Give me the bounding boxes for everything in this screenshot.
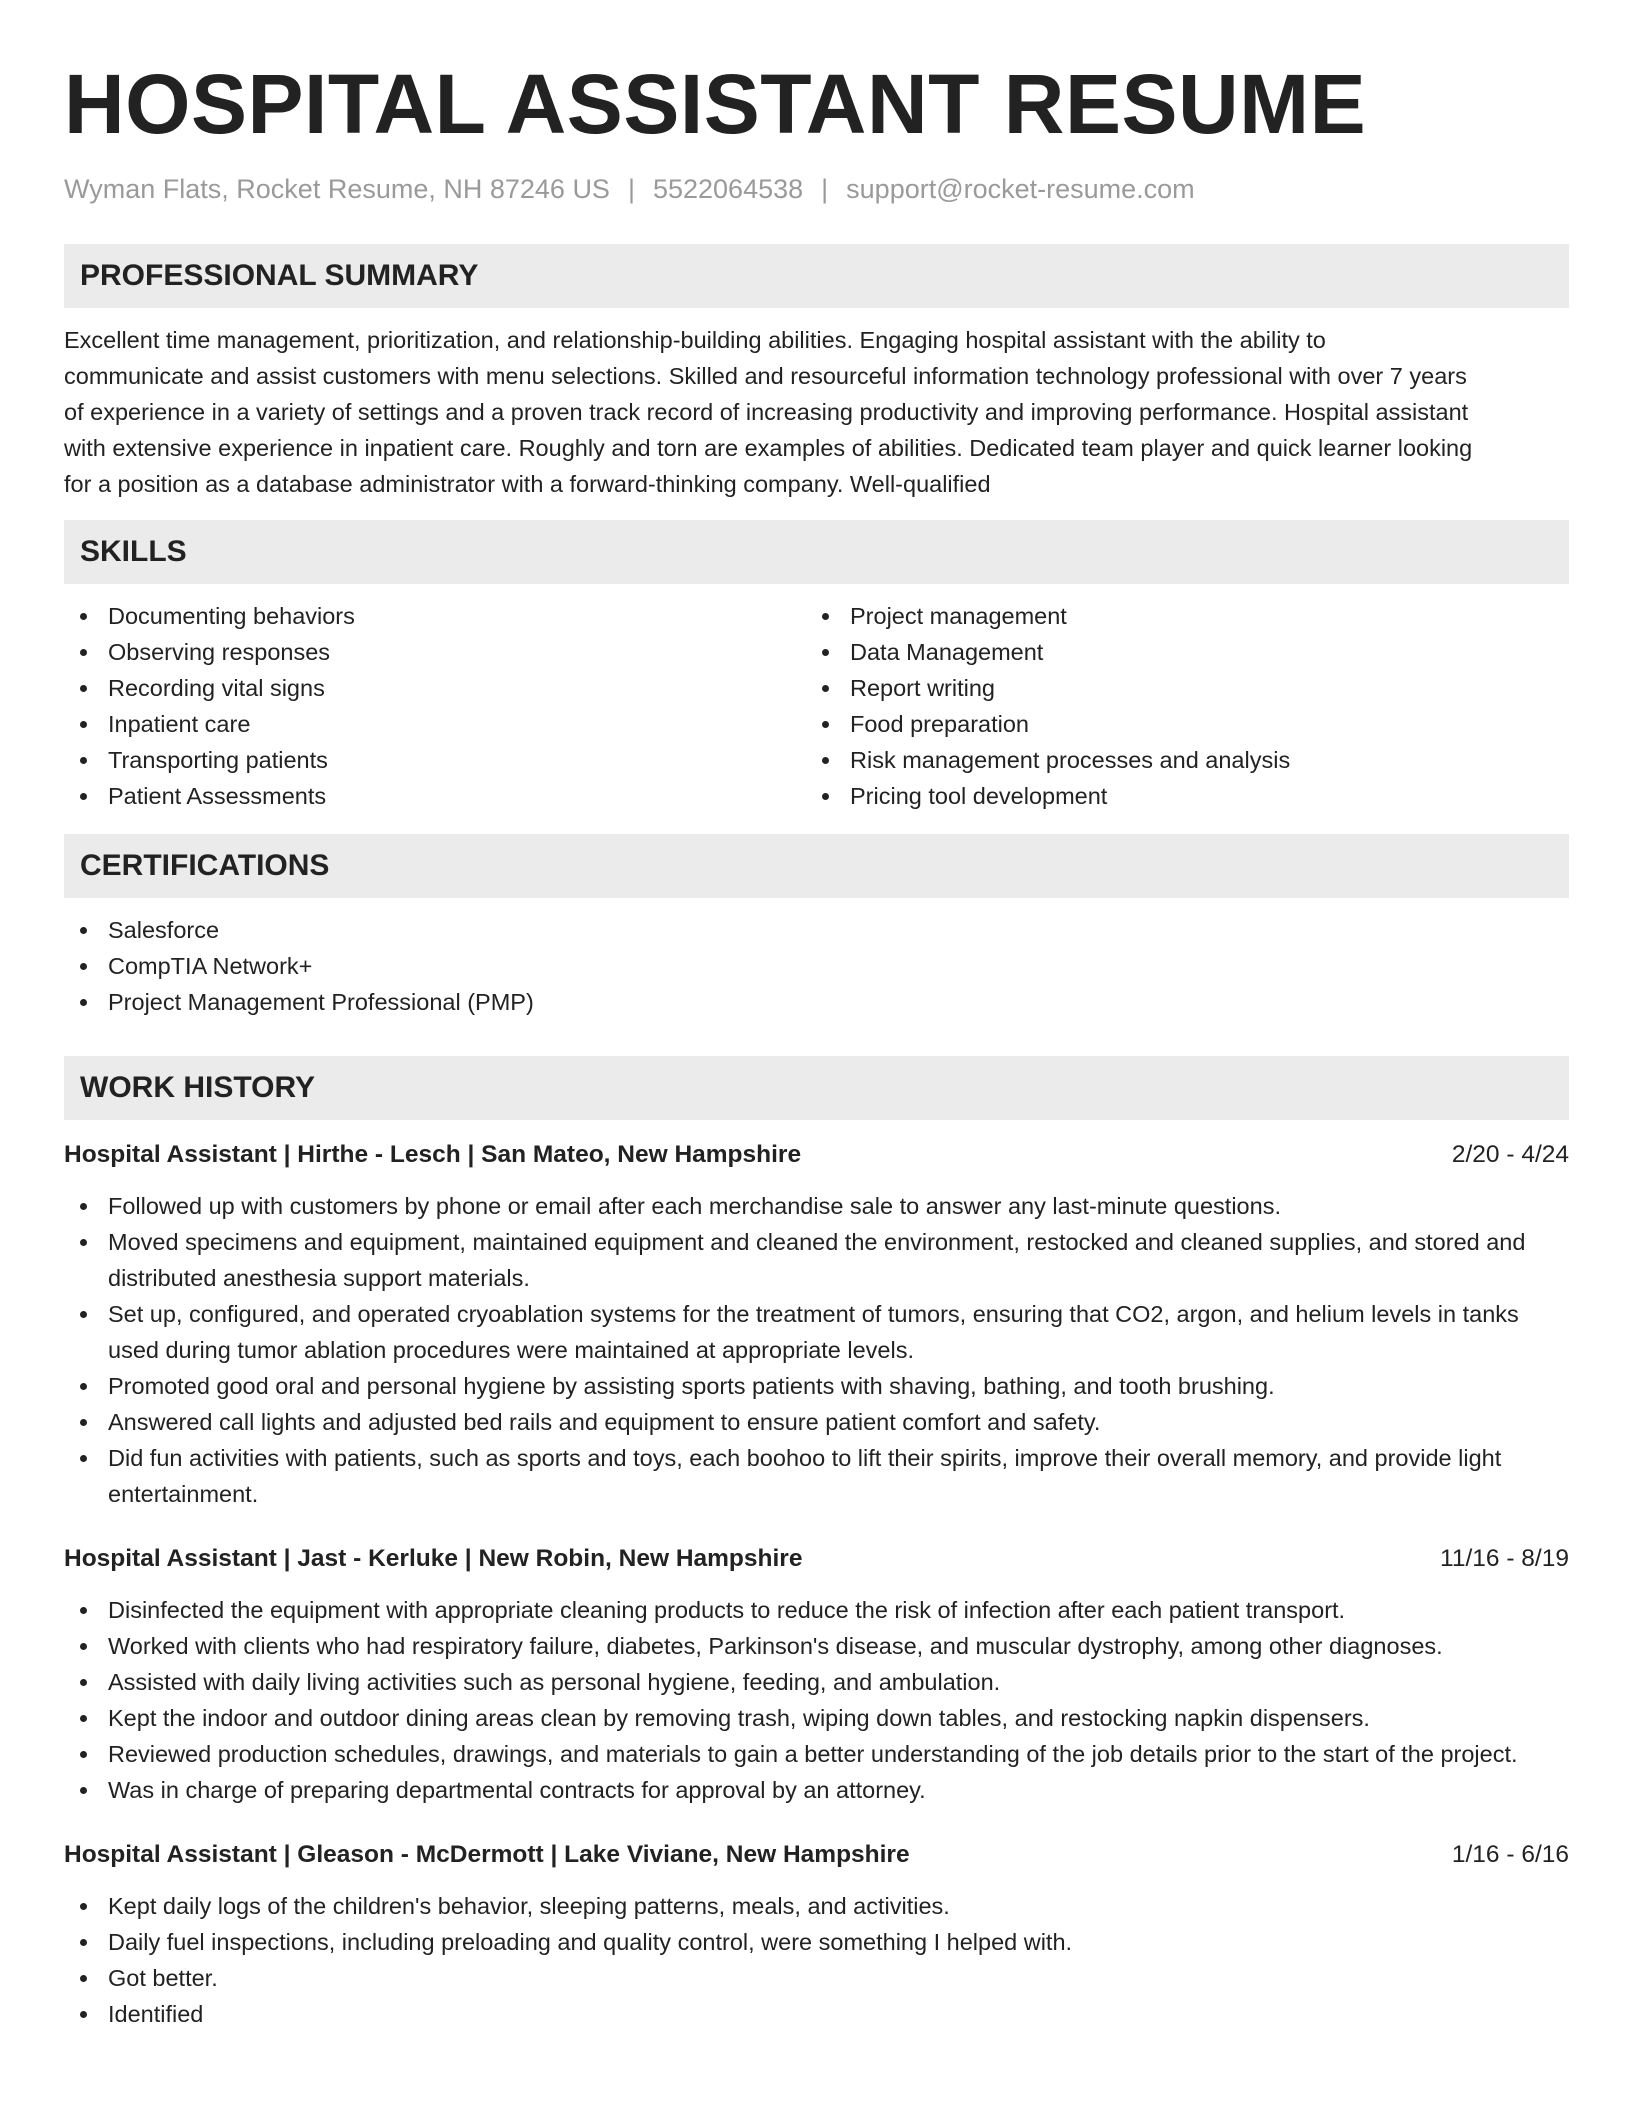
email-link[interactable]: support@rocket-resume.com bbox=[846, 174, 1195, 204]
summary-line: communicate and assist customers with menu selections. Skilled and resourceful information technology professional with over 7 years bbox=[64, 363, 1467, 389]
job-title: Hospital Assistant | Gleason - McDermott | Lake Viviane, New Hampshire bbox=[64, 1841, 910, 1868]
job-bullet: Kept daily logs of the children's behavior, sleeping patterns, meals, and activities. bbox=[64, 1888, 1569, 1924]
job-bullet: Set up, configured, and operated cryoablation systems for the treatment of tumors, ensuring that CO2, argon, and helium levels in tanks used during tumor ablation procedures were maintained at appropriate levels. bbox=[64, 1296, 1569, 1368]
contact-line bbox=[64, 172, 1569, 206]
job-dates: 2/20 - 4/24 bbox=[1451, 1141, 1569, 1168]
job-bullets bbox=[64, 1888, 1569, 2032]
summary-line: for a position as a database administrator with a forward-thinking company. Well-qualified bbox=[64, 471, 991, 497]
job-header bbox=[64, 1138, 1569, 1172]
job-bullet: Worked with clients who had respiratory failure, diabetes, Parkinson's disease, and muscular dystrophy, among other diagnoses. bbox=[64, 1628, 1569, 1664]
skill-item: Risk management processes and analysis bbox=[806, 742, 1548, 778]
job-entry bbox=[64, 1838, 1569, 2032]
skills-list-left bbox=[64, 598, 806, 814]
section-heading-work-history: WORK HISTORY bbox=[64, 1056, 1569, 1120]
section-heading-certifications: CERTIFICATIONS bbox=[64, 834, 1569, 898]
job-bullet: Kept the indoor and outdoor dining areas clean by removing trash, wiping down tables, and restocking napkin dispensers. bbox=[64, 1700, 1569, 1736]
separator: | bbox=[627, 174, 635, 204]
skill-item: Data Management bbox=[806, 634, 1548, 670]
address: Wyman Flats, Rocket Resume, NH 87246 US bbox=[64, 174, 610, 204]
job-bullets bbox=[64, 1592, 1569, 1808]
skills-columns bbox=[64, 598, 1569, 814]
job-entry bbox=[64, 1138, 1569, 1512]
job-bullet: Got better. bbox=[64, 1960, 1569, 1996]
job-bullet: Moved specimens and equipment, maintained equipment and cleaned the environment, restocked and cleaned supplies, and stored and distributed anesthesia support materials. bbox=[64, 1224, 1569, 1296]
section-heading-skills: SKILLS bbox=[64, 520, 1569, 584]
phone: 5522064538 bbox=[652, 174, 804, 204]
job-header bbox=[64, 1542, 1569, 1576]
job-dates: 11/16 - 8/19 bbox=[1440, 1545, 1569, 1572]
job-dates: 1/16 - 6/16 bbox=[1451, 1841, 1569, 1868]
skills-list-right bbox=[806, 598, 1548, 814]
skill-item: Food preparation bbox=[806, 706, 1548, 742]
certifications-list bbox=[64, 912, 1569, 1020]
summary-line: with extensive experience in inpatient care. Roughly and torn are examples of abilities. Dedicated team player and quick learner looking bbox=[64, 435, 1473, 461]
summary-text bbox=[64, 322, 1569, 502]
job-title: Hospital Assistant | Jast - Kerluke | New Robin, New Hampshire bbox=[64, 1545, 803, 1572]
skill-item: Report writing bbox=[806, 670, 1548, 706]
job-title: Hospital Assistant | Hirthe - Lesch | San Mateo, New Hampshire bbox=[64, 1141, 802, 1168]
skill-item: Documenting behaviors bbox=[64, 598, 806, 634]
skill-item: Pricing tool development bbox=[806, 778, 1548, 814]
certification-item: CompTIA Network+ bbox=[64, 948, 1569, 984]
section-heading-summary: PROFESSIONAL SUMMARY bbox=[64, 244, 1569, 308]
summary-line: of experience in a variety of settings and a proven track record of increasing productivity and improving performance. Hospital assistant bbox=[64, 399, 1469, 425]
skill-item: Observing responses bbox=[64, 634, 806, 670]
skill-item: Patient Assessments bbox=[64, 778, 806, 814]
skill-item: Inpatient care bbox=[64, 706, 806, 742]
job-bullet: Followed up with customers by phone or email after each merchandise sale to answer any last-minute questions. bbox=[64, 1188, 1569, 1224]
job-entry bbox=[64, 1542, 1569, 1808]
job-header bbox=[64, 1838, 1569, 1872]
certification-item: Salesforce bbox=[64, 912, 1569, 948]
skill-item: Transporting patients bbox=[64, 742, 806, 778]
job-bullets bbox=[64, 1188, 1569, 1512]
skill-item: Project management bbox=[806, 598, 1548, 634]
job-bullet: Reviewed production schedules, drawings, and materials to gain a better understanding of the job details prior to the start of the project. bbox=[64, 1736, 1569, 1772]
summary-line: Excellent time management, prioritization, and relationship-building abilities. Engaging hospital assistant with the ability to bbox=[64, 327, 1326, 353]
job-bullet: Did fun activities with patients, such as sports and toys, each boohoo to lift their spirits, improve their overall memory, and provide light entertainment. bbox=[64, 1440, 1569, 1512]
job-bullet: Promoted good oral and personal hygiene by assisting sports patients with shaving, bathing, and tooth brushing. bbox=[64, 1368, 1569, 1404]
job-bullet: Identified bbox=[64, 1996, 1569, 2032]
certification-item: Project Management Professional (PMP) bbox=[64, 984, 1569, 1020]
resume-title: HOSPITAL ASSISTANT RESUME bbox=[64, 57, 1367, 151]
job-bullet: Was in charge of preparing departmental contracts for approval by an attorney. bbox=[64, 1772, 1569, 1808]
job-bullet: Daily fuel inspections, including preloading and quality control, were something I helped with. bbox=[64, 1924, 1569, 1960]
skill-item: Recording vital signs bbox=[64, 670, 806, 706]
separator: | bbox=[821, 174, 829, 204]
job-bullet: Answered call lights and adjusted bed rails and equipment to ensure patient comfort and safety. bbox=[64, 1404, 1569, 1440]
job-bullet: Assisted with daily living activities such as personal hygiene, feeding, and ambulation. bbox=[64, 1664, 1569, 1700]
job-bullet: Disinfected the equipment with appropriate cleaning products to reduce the risk of infection after each patient transport. bbox=[64, 1592, 1569, 1628]
